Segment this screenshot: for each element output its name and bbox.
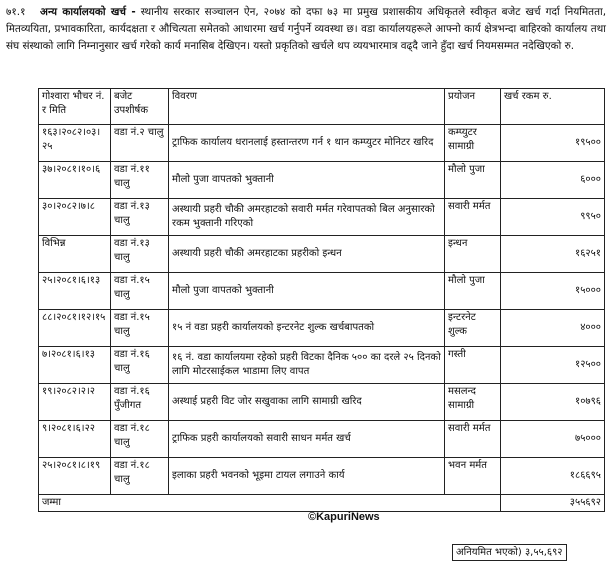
irregular-box: अनियमित भएको) ३,५५,६९२ xyxy=(452,544,567,561)
purpose-cell: मसलन्द सामाग्री xyxy=(445,384,501,421)
amount-cell: ९९५० xyxy=(501,199,605,236)
section-body: स्थानीय सरकार सञ्चालन ऐन, २०७४ को दफा ७३ मा प्रमुख प्रशासकीय अधिकृतले स्वीकृत बजेट खर्च गर्दा नियमितता, मितव्ययिता, प्रभावकारिता, कार्यदक्षता र औचित्यता समेतको आधारमा खर्च गर्नुपर्ने व्यवस्था छ। वडा कार्यालयहरूले आफ्नो कार्य क्षेत्रभन्दा बाहिरको कार्यालय तथा संघ संस्थाको लागि निम्नानुसार खर्च गरेको कार्य मनासिब देखिएन। यस्तो प्रकृतिको खर्चले थप व्ययभारमात्र वढ्दै जाने हुँदा खर्च नियमसम्मत नदेखिएको रु. xyxy=(6,6,606,52)
budget-cell: वडा नं.१३ चालु xyxy=(111,199,169,236)
description-cell: इलाका प्रहरी भवनको भूइमा टायल लगाउने कार्य xyxy=(169,458,445,495)
table-row xyxy=(39,273,605,310)
amount-cell: १२५०० xyxy=(501,347,605,384)
table-row xyxy=(39,347,605,384)
section-number: ७१.१ xyxy=(6,6,26,18)
table-row xyxy=(39,125,605,162)
voucher-cell: १६३।२०८२।०३।२५ xyxy=(39,125,111,162)
purpose-cell: भवन मर्मत xyxy=(445,458,501,495)
budget-cell: वडा नं.१५ चालु xyxy=(111,273,169,310)
amount-cell: १९५०० xyxy=(501,125,605,162)
section-paragraph xyxy=(6,4,606,55)
purpose-cell: सवारी मर्मत xyxy=(445,421,501,458)
table-header-row xyxy=(39,89,605,125)
description-cell: मौलो पुजा वापतको भुक्तानी xyxy=(169,162,445,199)
table-row xyxy=(39,458,605,495)
voucher-cell: १९।२०८२।२।२ xyxy=(39,384,111,421)
voucher-cell: ७।२०८१।६।१३ xyxy=(39,347,111,384)
header-voucher: गोश्वारा भौचर नं. र मिति xyxy=(39,89,111,125)
voucher-cell: ३७।२०८१।१०।६ xyxy=(39,162,111,199)
voucher-cell: ८८।२०८१।१२।१५ xyxy=(39,310,111,347)
voucher-cell: विभिन्न xyxy=(39,236,111,273)
amount-cell: ६००० xyxy=(501,162,605,199)
description-cell: अस्थायी प्रहरी चौकी अमरहाटका प्रहरीको इन्धन xyxy=(169,236,445,273)
budget-cell: वडा नं.१३ चालु xyxy=(111,236,169,273)
amount-cell: ४००० xyxy=(501,310,605,347)
amount-cell: ७५००० xyxy=(501,421,605,458)
description-cell: १५ नं वडा प्रहरी कार्यालयको इन्टरनेट शुल्क खर्चबापतको xyxy=(169,310,445,347)
purpose-cell: गस्ती xyxy=(445,347,501,384)
purpose-cell: मौलो पुजा xyxy=(445,162,501,199)
purpose-cell: मौलो पुजा xyxy=(445,273,501,310)
expense-table xyxy=(38,88,605,512)
irregular-amount: ३,५५,६९२ xyxy=(524,547,563,558)
irregular-label: अनियमित भएको xyxy=(456,547,518,558)
watermark: ©KapuriNews xyxy=(308,511,380,523)
table-row xyxy=(39,384,605,421)
voucher-cell: ३०।२०८२।७।८ xyxy=(39,199,111,236)
section-heading: अन्य कार्यालयको खर्च - xyxy=(40,6,136,18)
budget-cell: वडा नं.१६ पुँजीगत xyxy=(111,384,169,421)
table-row xyxy=(39,310,605,347)
budget-cell: वडा नं.१८ चालु xyxy=(111,458,169,495)
voucher-cell: २५।२०८१।८।१९ xyxy=(39,458,111,495)
amount-cell: १५००० xyxy=(501,273,605,310)
description-cell: ट्राफिक प्रहरी कार्यालयको सवारी साधन मर्मत खर्च xyxy=(169,421,445,458)
table-row xyxy=(39,199,605,236)
description-cell: अस्थायी प्रहरी चौकी अमरहाटको सवारी मर्मत गरेवापतको बिल अनुसारको रकम भुक्तानी गरिएको xyxy=(169,199,445,236)
budget-cell: वडा नं.१८ चालु xyxy=(111,421,169,458)
total-row xyxy=(39,495,605,512)
total-label: जम्मा xyxy=(39,495,501,512)
table-row xyxy=(39,162,605,199)
amount-cell: १६२५१ xyxy=(501,236,605,273)
budget-cell: वडा नं.२ चालु xyxy=(111,125,169,162)
amount-cell: १०७९६ xyxy=(501,384,605,421)
purpose-cell: सवारी मर्मत xyxy=(445,199,501,236)
budget-cell: वडा नं.११ चालु xyxy=(111,162,169,199)
purpose-cell: इन्टरनेट शुल्क xyxy=(445,310,501,347)
description-cell: ट्राफिक कार्यालय धरानलाई हस्तान्तरण गर्न १ थान कम्प्युटर मोनिटर खरिद xyxy=(169,125,445,162)
total-amount: ३५५६९२ xyxy=(501,495,605,512)
header-description: विवरण xyxy=(169,89,445,125)
budget-cell: वडा नं.१६ चालु xyxy=(111,347,169,384)
voucher-cell: २५।२०८१।६।१३ xyxy=(39,273,111,310)
table-row xyxy=(39,421,605,458)
description-cell: १६ नं. वडा कार्यालयमा रहेको प्रहरी विटका दैनिक ५०० का दरले २५ दिनको लागि मोटरसाईकल भाडामा लिए वापत xyxy=(169,347,445,384)
header-purpose: प्रयोजन xyxy=(445,89,501,125)
description-cell: अस्थाई प्रहरी विट जोर सखुवाका लागि सामाग्री खरिद xyxy=(169,384,445,421)
header-amount: खर्च रकम रु. xyxy=(501,89,605,125)
header-budget: बजेट उपशीर्षक xyxy=(111,89,169,125)
budget-cell: वडा नं.१५ चालु xyxy=(111,310,169,347)
amount-cell: १८६६९५ xyxy=(501,458,605,495)
purpose-cell: इन्धन xyxy=(445,236,501,273)
description-cell: मौलो पुजा वापतको भुक्तानी xyxy=(169,273,445,310)
purpose-cell: कम्प्युटर सामाग्री xyxy=(445,125,501,162)
voucher-cell: ९।२०८१।६।२२ xyxy=(39,421,111,458)
table-row xyxy=(39,236,605,273)
